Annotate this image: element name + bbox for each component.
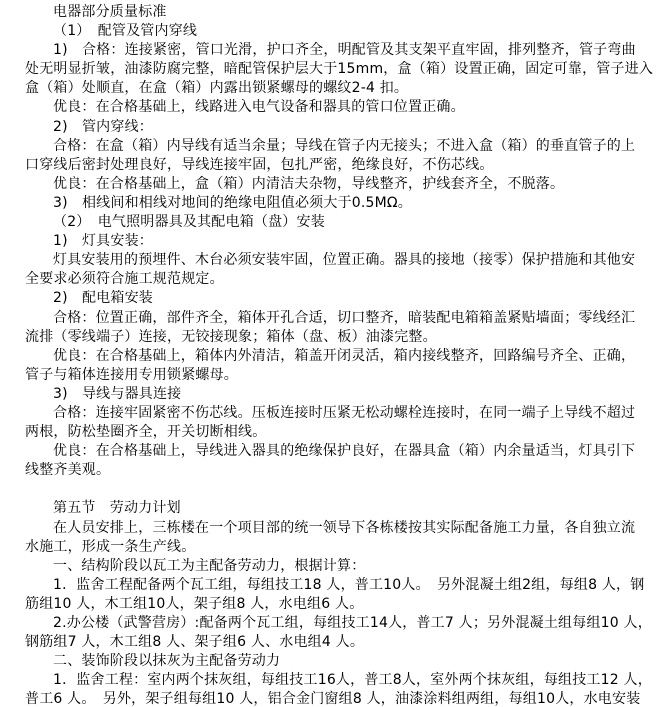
text-line: 1) 合格：连接紧密，管口光滑，护口齐全，明配管及其支架平直牢固，排列整齐，管子弯曲 (53, 42, 636, 59)
text-line: 1．监舍工程：室内两个抹灰组，每组技工16人，普工8人，室外两个抹灰组，每组技工12 人， (53, 672, 652, 689)
text-line: 钢筋组7 人，木工组8 人、架子组6 人、水电组4 人。 (25, 634, 365, 651)
text-line: 优良：在合格基础上，导线进入器具的绝缘保护良好，在器具盒（箱）内余量适当，灯具引下 (53, 443, 636, 460)
text-line: （2） 电气照明器具及其配电箱（盘）安装 (53, 214, 325, 231)
text-line: 合格：在盒（箱）内导线有适当余量；导线在管子内无接头；不进入盒（箱）的垂直管子的上 (53, 137, 636, 154)
text-line: 处无明显折皱，油漆防腐完整，暗配管保护层大于15mm，盒（箱）设置正确，固定可靠，管子进入 (25, 61, 654, 78)
text-line: 全要求必须符合施工规范规定。 (25, 271, 224, 288)
text-line: 3) 导线与器具连接 (53, 385, 182, 402)
text-line: 两根，防松垫圈齐全，开关切断相线。 (25, 424, 267, 441)
text-line: 二、装饰阶段以抹灰为主配备劳动力 (53, 653, 281, 670)
text-line: 优良：在合格基础上，盒（箱）内清洁夫杂物，导线整齐，护线套齐全，不脱落。 (53, 175, 565, 192)
text-line (25, 480, 654, 499)
text-line: 优良：在合格基础上，箱体内外清洁，箱盖开闭灵活，箱内接线整齐，回路编号齐全、正确， (53, 347, 636, 364)
text-line: 线整齐美观。 (25, 462, 111, 479)
text-line: 管子与箱体连接用专用锁紧螺母。 (25, 366, 238, 383)
text-line: 筋组10 人，木工组10人，架子组8 人，水电组6 人。 (25, 595, 364, 612)
text-line: 水施工，形成一条生产线。 (25, 538, 196, 555)
text-line: 盒（箱）处顺直，在盒（箱）内露出锁紧螺母的螺纹2-4 扣。 (25, 80, 409, 97)
text-line: 在人员安排上，三栋楼在一个项目部的统一领导下各栋楼按其实际配备施工力量，各自独立流 (53, 519, 636, 536)
text-line: 流排（零线端子）连接，无铰接现象；箱体（盘、板）油漆完整。 (25, 328, 437, 345)
text-line: 口穿线后密封处理良好，导线连接牢固，包扎严密，绝缘良好，不伤芯线。 (25, 156, 494, 173)
text-line: （1） 配管及管内穿线 (53, 23, 198, 40)
text-line: 1．监舍工程配备两个瓦工组，每组技工18 人，普工10人。 另外混凝土组2组，每组8 人，钢 (53, 576, 645, 593)
text-line: 3) 相线间和相线对地间的绝缘电阻值必须大于0.5MΩ。 (53, 194, 413, 211)
text-line: 灯具安装用的预埋件、木台必须安装牢固，位置正确。器具的接地（接零）保护措施和其他安 (53, 252, 636, 269)
text-line: 2.办公楼（武警营房）:配备两个瓦工组，每组技工14人，普工7 人；另外混凝土组每组10 人， (53, 615, 652, 631)
text-line: 电器部分质量标准 (53, 4, 167, 20)
text-line: 1) 灯具安装： (53, 233, 153, 250)
text-line: 一、结构阶段以瓦工为主配备劳动力，根据计算： (53, 557, 366, 574)
text-line: 第五节 劳动力计划 (53, 500, 181, 517)
text-line: 2) 管内穿线： (53, 118, 153, 135)
document-body (25, 3, 654, 707)
text-line: 合格：连接牢固紧密不伤芯线。压板连接时压紧无松动螺栓连接时，在同一端子上导线不超过 (53, 404, 636, 421)
text-line: 2) 配电箱安装 (53, 290, 153, 307)
text-line: 普工6 人。 另外，架子组每组10 人，铝合金门窗组8 人，油漆涂料组两组，每组10人，水电安装 (25, 691, 641, 707)
text-line: 优良：在合格基础上，线路进入电气设备和器具的管口位置正确。 (53, 99, 465, 116)
text-line: 合格：位置正确，部件齐全，箱体开孔合适，切口整齐，暗装配电箱箱盖紧贴墙面；零线经汇 (53, 309, 636, 326)
